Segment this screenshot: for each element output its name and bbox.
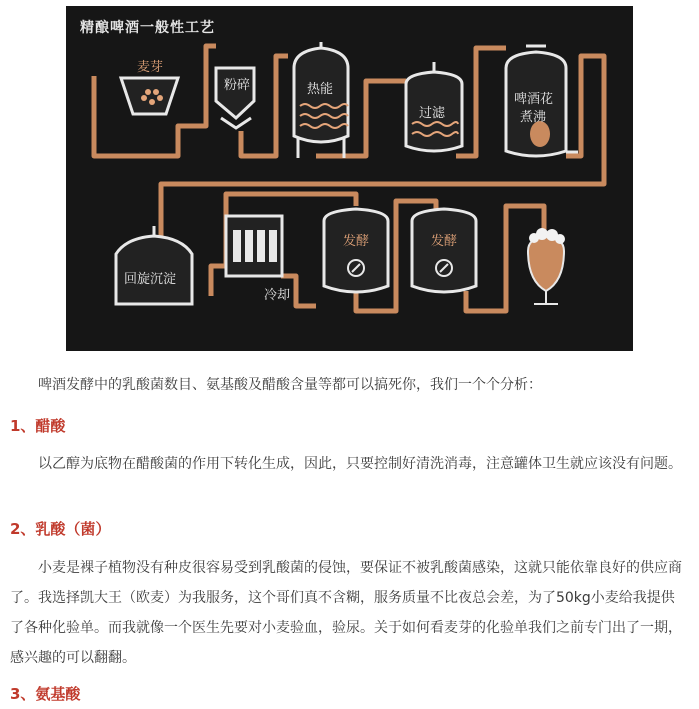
section-body-lactic-acid: 小麦是裸子植物没有种皮很容易受到乳酸菌的侵蚀，要保证不被乳酸菌感染，这就只能依靠良好的供应商了。我选择凯大王（欧麦）为我服务，这个哥们真不含糊，服务质量不比夜总会差，为了50kg小麦给我提供了各种化验单。而我就像一个医生先要对小麦验血，验尿。关于如何看麦芽的化验单我们之前专门出了一期，感兴趣的可以翻翻。 — [10, 560, 682, 666]
step-label-mash: 热能 — [307, 82, 334, 97]
brewing-process-diagram — [66, 6, 633, 351]
section-body-acetic-acid: 以乙醇为底物在醋酸菌的作用下转化生成，因此，只要控制好清洗消毒，注意罐体卫生就应该没有问题。 — [38, 456, 682, 472]
step-label-ferment-1: 发酵 — [343, 234, 370, 249]
section-heading-acetic-acid: 1、醋酸 — [10, 417, 66, 435]
intro-paragraph: 啤酒发酵中的乳酸菌数目、氨基酸及醋酸含量等都可以搞死你，我们一个个分析： — [38, 377, 542, 393]
step-label-lauter: 过滤 — [419, 106, 446, 121]
step-label-mill: 粉碎 — [224, 78, 251, 93]
diagram-title: 精酿啤酒一般性工艺 — [80, 20, 215, 36]
step-label-boil-line2: 煮沸 — [520, 110, 547, 125]
section-heading-lactic-acid: 2、乳酸（菌） — [10, 520, 111, 538]
step-label-whirlpool: 回旋沉淀 — [124, 272, 177, 287]
step-label-ferment-2: 发酵 — [431, 234, 458, 249]
step-label-malt: 麦芽 — [137, 60, 164, 75]
step-label-boil-line1: 啤酒花 — [514, 92, 554, 107]
section-heading-amino-acid: 3、氨基酸 — [10, 685, 81, 703]
step-label-cool: 冷却 — [264, 288, 291, 303]
